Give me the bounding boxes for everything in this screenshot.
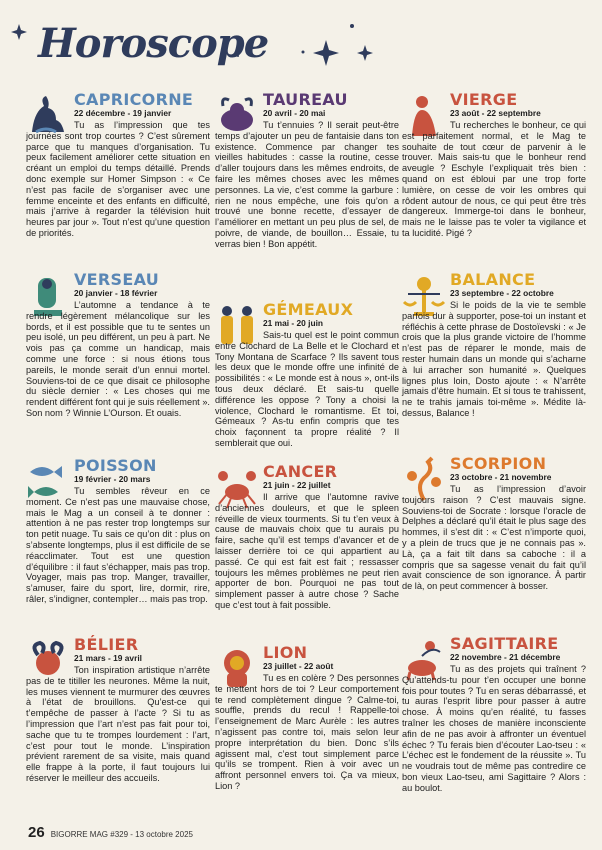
sign-dates: 23 octobre - 21 novembre bbox=[450, 472, 552, 482]
sign-text: Tu sembles rêveur en ce moment. Ce n’est pas une mauvaise chose, mais le Mag a un conseil à te donner : attention à ne pas rester trop longtemps sur ton petit nuage. Tu sais ce qu’on dit : plus on s’absente longtemps, plus il est difficile de se réacclimater. Tout est une question d’équilibre : il faut s’échapper, mais pas trop. Voyager, mais pas trop. Manger, travailler, s’amuser, faire du sport, lire, dormir, rire, râler, s’indigner, contempler… mais pas trop. bbox=[26, 486, 210, 604]
sign-text: Il arrive que l’automne ravive d’anciennes douleurs, et que le spleen réveille de vieux tourments. Si tu t’en veux à cause de mauvais choix que tu aurais pu faire, sache qu’il est temps d’avancer et de laisser derrière toi ce qui appartient au passé. Ce qui est fait est fait ; ressasser toujours les mêmes problèmes ne peut rien apporter de bon. Pourquoi ne pas tout simplement passer à autre chose ? Sache que c’est tout à fait possible. bbox=[215, 492, 399, 610]
sign-dates: 21 juin - 22 juillet bbox=[263, 480, 331, 490]
sign-dates: 23 septembre - 22 octobre bbox=[450, 288, 554, 298]
sign-text: Tu recherches le bonheur, ce qui est parfaitement normal, et le Mag te souhaite de tout cœur de parvenir à le trouver. Mais sais-tu que le bonheur rend aveugle ? Eschyle l’expliquait très bien : quand on est ébloui par une trop forte lumière, on cesse de voir les ombres qui rôdent autour de nous, ce qui peut être très dangereux. Immerge-toi dans le bonheur, mais ne le laisse pas te voler ta vigilance et ta lucidité. Pigé ? bbox=[402, 120, 586, 238]
sign-dates: 20 avril - 20 mai bbox=[263, 108, 326, 118]
page-footer bbox=[28, 824, 193, 841]
sign-dates: 20 janvier - 18 février bbox=[74, 288, 158, 298]
sign-dates: 23 juillet - 22 août bbox=[263, 661, 334, 671]
sign-text: Tu as l’impression que tes journées sont trop courtes ? C’est sûrement parce que tu manques d’organisation. Tu peux facilement améliorer cette situation en créant un emploi du temps détaillé. Prends donc exemple sur Homer Simpson : « Ce n’est pas facile de s’organiser avec une femme enceinte et des enfants en difficulté, mais j’arrive à regarder la télévision huit heures par jour ». Tout n’est qu’une question de priorités. bbox=[26, 120, 210, 238]
sign-text: Tu es en colère ? Des personnes te mettent hors de toi ? Leur comportement te rend complètement dingue ? Calme-toi, souffle, prends du recul ! Rappelle-toi l’enseignement de Marc Aurèle : les autres n’agissent pas contre toi, mais selon leur propre interprétation du bien. Donc s’ils agissent mal, c’est tout simplement parce qu’ils se trompent. Rien à voir avec un affront personnel envers toi. Ça va mieux, Lion ? bbox=[215, 673, 399, 791]
sign-name: TAUREAU bbox=[263, 90, 348, 109]
sign-dates: 22 novembre - 21 décembre bbox=[450, 652, 561, 662]
sign-name: SAGITTAIRE bbox=[450, 634, 559, 653]
sign-name: VERSEAU bbox=[74, 270, 160, 289]
sign-text: L’automne a tendance à te rendre légèrement mélancolique sur les bords, et il est possible que tu te sentes un peu isolé, un peu différent, un peu à part. Ne vois pas ça comme un handicap, mais comme une force : si nous étions tous pareils, le monde serait d’un ennui mortel. Souviens-toi de ce que disait ce philosophe du siècle dernier : « Les choses qui me rendent différent font qui je suis réellement ». Son nom ? Winnie L’Ourson. Et ouais. bbox=[26, 300, 210, 418]
sign-dates: 19 février - 20 mars bbox=[74, 474, 151, 484]
sign-dates: 21 mai - 20 juin bbox=[263, 318, 324, 328]
sign-name: CAPRICORNE bbox=[74, 90, 194, 109]
sign-dates: 22 décembre - 19 janvier bbox=[74, 108, 172, 118]
sign-name: VIERGE bbox=[450, 90, 518, 109]
publication-info: BIGORRE MAG #329 - 13 octobre 2025 bbox=[50, 830, 193, 839]
sign-name: BÉLIER bbox=[74, 635, 139, 654]
sign-text: Tu t’ennuies ? Il serait peut-être temps d’ajouter un peu de fantaisie dans ton existence. Commence par changer tes vieilles habitudes : casse la routine, cesse d’aller toujours dans les mêmes endroits, de faire les mêmes choses avec les mêmes personnes. La vie, c’est comme la garbure : rien ne nous empêche, une fois qu’on a trouvé une bonne recette, d’essayer de l’améliorer en mettant un peu plus de sel, de poivre, de viande, de bouillon… Essaie, tu verras bien ! Bon appétit. bbox=[215, 120, 399, 249]
sign-text: Sais-tu quel est le point commun entre Clochard de La Belle et le Clochard et Tony Montana de Scarface ? Ils savent tous les deux que le monde offre une infinité de possibilités : « Le monde est à nous », ont-ils tous deux déclaré. Et sais-tu quelle différence les oppose ? Tony a choisi la violence, Clochard le romantisme. Et toi, Gémeaux ? As-tu enfin compris que tes choix façonnent ta propre réalité ? Il semblerait que oui. bbox=[215, 330, 399, 448]
sign-name: GÉMEAUX bbox=[263, 300, 354, 319]
sign-dates: 21 mars - 19 avril bbox=[74, 653, 142, 663]
sign-text: Tu as l’impression d’avoir toujours raison ? C’est mauvais signe. Souviens-toi de Socrate : lorsque l’oracle de Delphes a déclaré qu’il était le plus sage des hommes, il s’est dit : « C’est n’importe quoi, y a plein de trucs que je ne connais pas ». Là, ça a fait tilt dans sa caboche : il a compris que sa sagesse venait du fait qu’il avait conscience de son ignorance. À partir de là, on peut commencer à bosser. bbox=[402, 484, 586, 592]
sign-name: BALANCE bbox=[450, 270, 536, 289]
sign-name: LION bbox=[263, 643, 308, 662]
sign-dates: 23 août - 22 septembre bbox=[450, 108, 541, 118]
sign-name: SCORPION bbox=[450, 454, 547, 473]
sign-name: CANCER bbox=[263, 462, 338, 481]
sign-text: Si le poids de la vie te semble parfois dur à supporter, pose-toi un instant et réfléchis à cette phrase de Dostoïevski : « Je crois que la plus grande victoire de l’homme n’est pas de réparer le monde, mais de rester humain dans un monde qui s’acharne à lui arracher son humanité ». Quelques lignes plus loin, Dosto ajoute : « N’arrête jamais d’être humain. Et si tous te trahissent, ne te trahis jamais toi-même ». Médite là-dessus, Balance ! bbox=[402, 300, 586, 418]
sign-text: Tu as des projets qui traînent ? Qu’attends-tu pour t’en occuper une bonne fois pour toutes ? Tu en seras débarrassé, et tu auras l’esprit libre pour passer à autre chose. À moins qu’en réalité, tu fasses traîner les choses de manière inconsciente afin de ne pas avoir à affronter un éventuel échec ? Tu ferais bien d’écouter Lao-tseu : « L’échec est le fondement de la réussite ». Tu ne voudrais tout de même pas contredire ce bon vieux Lao-tseu, ami Sagittaire ? Alors : au boulot. bbox=[402, 664, 586, 793]
sign-text: Ton inspiration artistique n’arrête pas de te titiller les neurones. Même la nuit, les muses viennent te murmurer des œuvres à l’état de brouillons. Qu’est-ce qui t’empêche de passer à l’acte ? Si tu as l’impression que l’art n’est pas fait pour toi, sache que tu te trompes lourdement : l’art, c’est pour tout le monde. L’inspiration prévient rarement de sa visite, mais quand elle frappe à la porte, il faut toujours lui réserver le meilleur des accueils. bbox=[26, 665, 210, 783]
sign-name: POISSON bbox=[74, 456, 157, 475]
page-number: 26 bbox=[28, 824, 45, 841]
page-title: Horoscope bbox=[38, 20, 269, 67]
